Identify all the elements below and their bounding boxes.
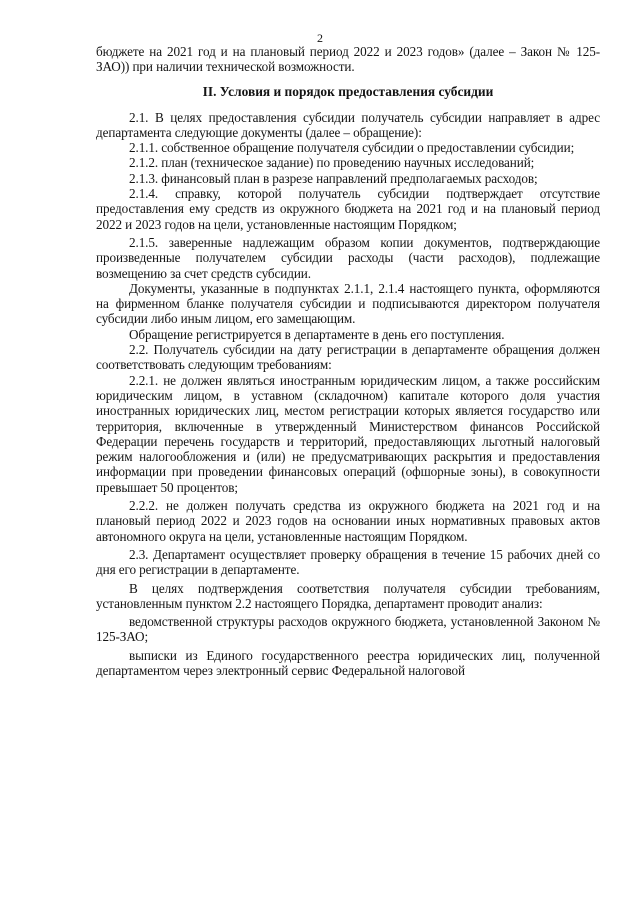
paragraph-2-1-1: 2.1.1. собственное обращение получателя субсидии о предоставлении субсидии; [129, 140, 575, 156]
page-number: 2 [317, 31, 323, 45]
paragraph-2-1-3: 2.1.3. финансовый план в разрезе направлений предполагаемых расходов; [129, 170, 538, 186]
paragraph-documents-note: Документы, указанные в подпунктах 2.1.1, 2.1.4 настоящего пункта, оформляются на фирменном бланке получателя субсидии и подписываются директором получателя субсидии либо иным лицом, его замещающим. [96, 280, 600, 327]
paragraph-analysis-intro: В целях подтверждения соответствия получателя субсидии требованиям, установленным пунктом 2.2 настоящего Порядка, департамент проводит анализ: [96, 580, 600, 611]
paragraph-2-2: 2.2. Получатель субсидии на дату регистрации в департаменте обращения должен соответствовать следующим требованиям: [96, 342, 600, 373]
paragraph-registration: Обращение регистрируется в департаменте в день его поступления. [129, 326, 505, 342]
paragraph-analysis-registry: выписки из Единого государственного реестра юридических лиц, полученной департаментом через электронный сервис Федеральной налоговой [96, 647, 600, 678]
document-body [96, 44, 600, 678]
paragraph-2-2-2: 2.2.2. не должен получать средства из окружного бюджета на 2021 год и на плановый период 2022 и 2023 годов на основании иных нормативных правовых актов автономного округа на цели, установленные настоящим Порядком. [96, 498, 600, 544]
paragraph-2-3: 2.3. Департамент осуществляет проверку обращения в течение 15 рабочих дней со дня его регистрации в департаменте. [96, 546, 600, 578]
paragraph-2-1-5: 2.1.5. заверенные надлежащим образом копии документов, подтверждающие произведенные получателем субсидии расходы (части расходов), подлежащие возмещению за счет средств субсидии. [96, 234, 600, 281]
paragraph-2-1: 2.1. В целях предоставления субсидии получатель субсидии направляет в адрес департамента следующие документы (далее – обращение): [96, 109, 600, 140]
paragraph-continuation: бюджете на 2021 год и на плановый период 2022 и 2023 годов» (далее – Закон № 125-ЗАО)) при наличии технической возможности. [96, 44, 600, 75]
paragraph-analysis-budget: ведомственной структуры расходов окружного бюджета, установленной Законом № 125-ЗАО; [96, 614, 600, 645]
paragraph-2-2-1: 2.2.1. не должен являться иностранным юридическим лицом, а также российским юридическим лицом, в уставном (складочном) капитале которого доля участия иностранных юридических лиц, местом регистрации которых является государство или территория, включенные в утвержденный Министерством финансов Российской Федерации перечень государств и территорий, предоставляющих льготный налоговый режим налогообложения и (или) не предусматривающих раскрытия и предоставления информации при проведении финансовых операций (офшорные зоны), в совокупности превышает 50 процентов; [96, 372, 600, 495]
section-heading: II. Условия и порядок предоставления субсидии [202, 83, 494, 99]
paragraph-2-1-4: 2.1.4. справку, которой получатель субсидии подтверждает отсутствие предоставления ему средств из окружного бюджета на 2021 год и на плановый период 2022 и 2023 годов на цели, установленные настоящим Порядком; [96, 186, 600, 232]
paragraph-2-1-2: 2.1.2. план (техническое задание) по проведению научных исследований; [129, 155, 535, 171]
